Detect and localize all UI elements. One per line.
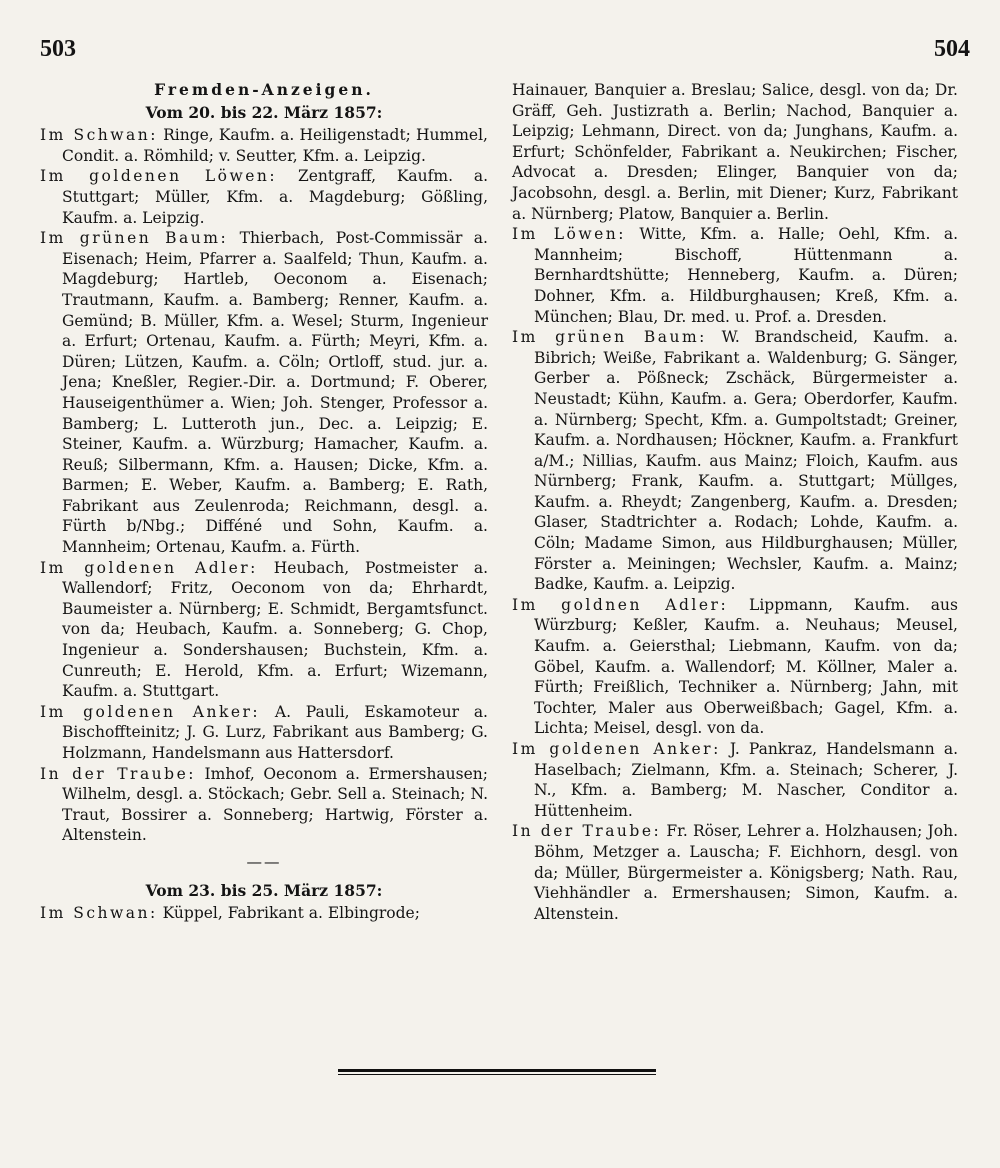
guest-list: Lippmann, Kaufm. aus Würzburg; Keßler, Kaufm. a. Neuhaus; Meusel, Kaufm. a. Geiersthal; Liebmann, Kaufm. von da; Göbel, Kaufm. a. Wallendorf; M. Köllner, Maler a. Fürth; Freißlich, Techniker a. Nürnberg; Jahn, mit Tochter, Maler aus Oberweißbach; Gagel, Kfm. a. Lichta; Meisel, desgl. von da. — [534, 595, 958, 738]
hotel-name: Im Löwen: — [512, 225, 626, 244]
continued-guest-list: Hainauer, Banquier a. Breslau; Salice, desgl. von da; Dr. Gräff, Geh. Justizrath a. Berlin; Nachod, Banquier a. Leipzig; Lehmann, Direct. von da; Junghans, Kaufm. a. Erfurt; Schönfelder, Fabrikant a. Neukirchen; Fischer, Advocat a. Dresden; Elinger, Banquier von da; Jacobsohn, desgl. a. Berlin, mit Diener; Kurz, Fabrikant a. Nürnberg; Platow, Banquier a. Berlin. — [512, 81, 958, 223]
guest-list: W. Brandscheid, Kaufm. a. Bibrich; Weiße, Fabrikant a. Waldenburg; G. Sänger, Gerber a. Pößneck; Zschäck, Bürgermeister a. Neustadt; Kühn, Kaufm. a. Gera; Oberdorfer, Kaufm. a. Nürnberg; Specht, Kfm. a. Gumpoltstadt; Greiner, Kaufm. a. Nordhausen; Höckner, Kaufm. a. Frankfurt a/M.; Nillias, Kaufm. aus Mainz; Floich, Kaufm. aus Nürnberg; Frank, Kaufm. a. Stuttgart; Müllges, Kaufm. a. Rheydt; Zangenberg, Kaufm. a. Dresden; Glaser, Stadtrichter a. Rodach; Lohde, Kaufm. a. Cöln; Madame Simon, aus Hildburghausen; Müller, Förster a. Meiningen; Wechsler, Kaufm. a. Mainz; Badke, Kaufm. a. Leipzig. — [534, 328, 958, 594]
list-item — [40, 764, 488, 846]
hotel-name: In der Traube: — [512, 822, 662, 841]
guest-list: J. Pankraz, Handelsmann a. Haselbach; Zielmann, Kfm. a. Steinach; Scherer, J. N., Kfm. a. Bamberg; M. Nascher, Conditor a. Hüttenheim. — [534, 740, 958, 820]
guest-list: Ringe, Kaufm. a. Heiligenstadt; Hummel, Condit. a. Römhild; v. Seutter, Kfm. a. Leipzig. — [62, 126, 488, 165]
hotel-name: Im goldnen Adler: — [512, 595, 729, 614]
end-rule — [338, 1069, 656, 1075]
list-item — [40, 702, 488, 764]
hotel-name: Im grünen Baum: — [512, 328, 707, 347]
hotel-name: Im goldenen Adler: — [40, 558, 258, 577]
list-item — [40, 228, 488, 558]
hotel-name: Im grünen Baum: — [40, 229, 229, 248]
guest-list: Witte, Kfm. a. Halle; Oehl, Kfm. a. Mannheim; Bischoff, Hüttenmann a. Bernhardtshütte; Henneberg, Kaufm. a. Düren; Dohner, Kfm. a. Hildburghausen; Kreß, Kfm. a. München; Blau, Dr. med. u. Prof. a. Dresden. — [534, 225, 958, 326]
section-heading: Fremden-Anzeigen. — [154, 80, 374, 99]
page-number-right: 504 — [934, 36, 970, 62]
list-item — [512, 595, 958, 739]
guest-list: Imhof, Oeconom a. Ermershausen; Wilhelm, desgl. a. Stöckach; Gebr. Sell a. Steinach; N. Traut, Bossirer a. Sonneberg; Hartwig, Förster a. Altenstein. — [62, 764, 488, 845]
hotel-name: Im goldenen Anker: — [512, 740, 721, 758]
hotel-name: Im goldenen Löwen: — [40, 167, 278, 186]
guest-list: Thierbach, Post-Commissär a. Eisenach; Heim, Pfarrer a. Saalfeld; Thun, Kaufm. a. Magdeburg; Hartleb, Oeconom a. Eisenach; Trautmann, Kaufm. a. Bamberg; Renner, Kaufm. a. Gemünd; B. Müller, Kfm. a. Wesel; Sturm, Ingenieur a. Erfurt; Ortenau, Kaufm. a. Fürth; Meyri, Kfm. a. Düren; Lützen, Kaufm. a. Cöln; Ortloff, stud. jur. a. Jena; Kneßler, Regier.-Dir. a. Dortmund; F. Oberer, Hauseigenthümer a. Wien; Joh. Stenger, Professor a. Bamberg; L. Lutteroth jun., Dec. a. Leipzig; E. Steiner, Kaufm. a. Würzburg; Hamacher, Kaufm. a. Reuß; Silbermann, Kfm. a. Hausen; Dicke, Kfm. a. Barmen; E. Weber, Kaufm. a. Bamberg; E. Rath, Fabrikant aus Zeulenroda; Reichmann, desgl. a. Fürth b/Nbg.; Difféné und Sohn, Kaufm. a. Mannheim; Ortenau, Kaufm. a. Fürth. — [62, 229, 488, 557]
list-item — [40, 125, 488, 166]
guest-list: Fr. Röser, Lehrer a. Holzhausen; Joh. Böhm, Metzger a. Lauscha; F. Eichhorn, desgl. von da; Müller, Bürgermeister a. Königsberg; Nath. Rau, Viehhändler a. Ermershausen; Simon, Kaufm. a. Altenstein. — [534, 822, 958, 923]
right-column — [512, 80, 958, 924]
hotel-name: Im goldenen Anker: — [40, 702, 261, 721]
hotel-name: Im Schwan: — [40, 904, 158, 923]
guest-list: A. Pauli, Eskamoteur a. Bischoffteinitz; J. G. Lurz, Fabrikant aus Bamberg; G. Holzmann, Handelsmann aus Hattersdorf. — [62, 702, 488, 762]
list-item — [512, 224, 958, 327]
page-number-left: 503 — [40, 36, 76, 62]
list-item — [512, 739, 958, 821]
list-item — [40, 558, 488, 702]
list-item — [512, 821, 958, 924]
left-column — [40, 80, 488, 924]
guest-list: Küppel, Fabrikant a. Elbingrode; — [157, 904, 420, 923]
hotel-name: In der Traube: — [40, 764, 196, 783]
date-range-2: Vom 23. bis 25. März 1857: — [145, 880, 383, 900]
list-item — [40, 166, 488, 228]
date-range-1: Vom 20. bis 22. März 1857: — [145, 102, 383, 122]
guest-list: Heubach, Postmeister a. Wallendorf; Fritz, Oeconom von da; Ehrhardt, Baumeister a. Nürnberg; E. Schmidt, Bergamtsfunct. von da; Heubach, Kaufm. a. Sonneberg; G. Chop, Ingenieur a. Sondershausen; Buchstein, Kfm. a. Cunreuth; E. Herold, Kfm. a. Erfurt; Wizemann, Kaufm. a. Stuttgart. — [62, 558, 488, 701]
list-item — [40, 903, 488, 924]
list-item — [512, 327, 958, 595]
hotel-name: Im Schwan: — [40, 126, 158, 145]
section-separator: —— — [246, 852, 282, 871]
guest-list: Zentgraff, Kaufm. a. Stuttgart; Müller, Kfm. a. Magdeburg; Gößling, Kaufm. a. Leipzig. — [62, 167, 488, 227]
